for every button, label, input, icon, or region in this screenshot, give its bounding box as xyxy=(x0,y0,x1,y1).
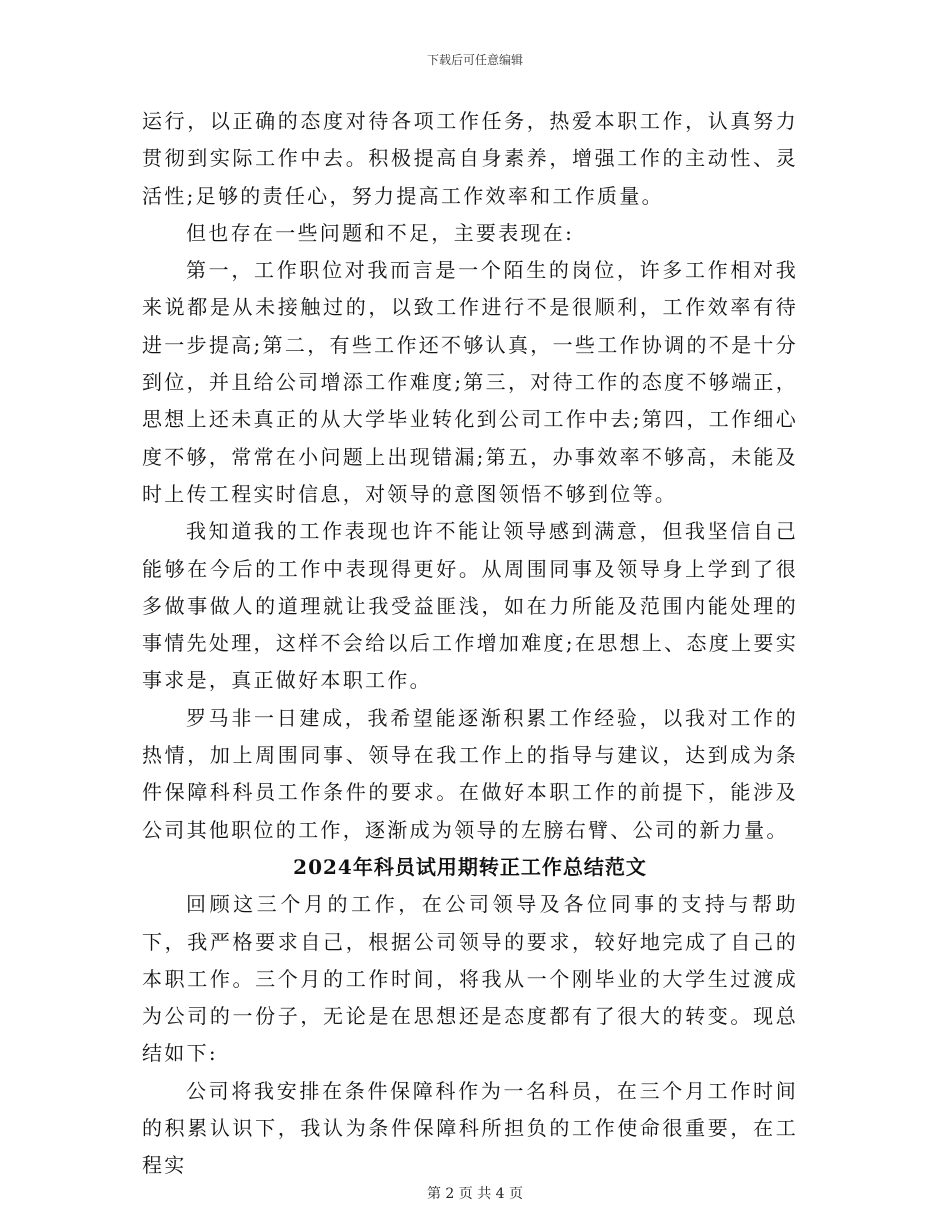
paragraph-goals: 罗马非一日建成，我希望能逐渐积累工作经验，以我对工作的热情，加上周围同事、领导在我工作上的指导与建议，达到成为条件保障科科员工作条件的要求。在做好本职工作的前提下，能涉及公司其他职位的工作，逐渐成为领导的左膀右臂、公司的新力量。 xyxy=(142,705,798,842)
paragraph-problems-list: 第一，工作职位对我而言是一个陌生的岗位，许多工作相对我来说都是从未接触过的，以致工作进行不是很顺利，工作效率有待进一步提高;第二，有些工作还不够认真，一些工作协调的不是十分到位，并且给公司增添工作难度;第三，对待工作的态度不够端正，思想上还未真正的从大学毕业转化到公司工作中去;第四，工作细心度不够，常常在小问题上出现错漏;第五，办事效率不够高，未能及时上传工程实时信息，对领导的意图领悟不够到位等。 xyxy=(142,258,798,506)
page-footer: 第 2 页 共 4 页 xyxy=(426,1186,524,1202)
paragraph-continuation: 运行，以正确的态度对待各项工作任务，热爱本职工作，认真努力贯彻到实际工作中去。积极提高自身素养，增强工作的主动性、灵活性;足够的责任心，努力提高工作效率和工作质量。 xyxy=(142,109,798,208)
paragraph-review: 回顾这三个月的工作，在公司领导及各位同事的支持与帮助下，我严格要求自己，根据公司领导的要求，较好地完成了自己的本职工作。三个月的工作时间，将我从一个刚毕业的大学生过渡成为公司的一份子，无论是在思想还是态度都有了很大的转变。现总结如下: xyxy=(142,892,798,1066)
page-header: 下载后可任意编辑 xyxy=(426,53,523,67)
paragraph-assignment: 公司将我安排在条件保障科作为一名科员，在三个月工作时间的积累认识下，我认为条件保障科所担负的工作使命很重要，在工程实 xyxy=(142,1078,798,1178)
paragraph-self-improvement: 我知道我的工作表现也许不能让领导感到满意，但我坚信自己能够在今后的工作中表现得更好。从周围同事及领导身上学到了很多做事做人的道理就让我受益匪浅，如在力所能及范围内能处理的事情先处理，这样不会给以后工作增加难度;在思想上、态度上要实事求是，真正做好本职工作。 xyxy=(142,519,798,693)
document-body xyxy=(142,103,798,1185)
section-title: 2024年科员试用期转正工作总结范文 xyxy=(293,854,647,879)
paragraph-problems-intro: 但也存在一些问题和不足，主要表现在: xyxy=(186,220,575,245)
